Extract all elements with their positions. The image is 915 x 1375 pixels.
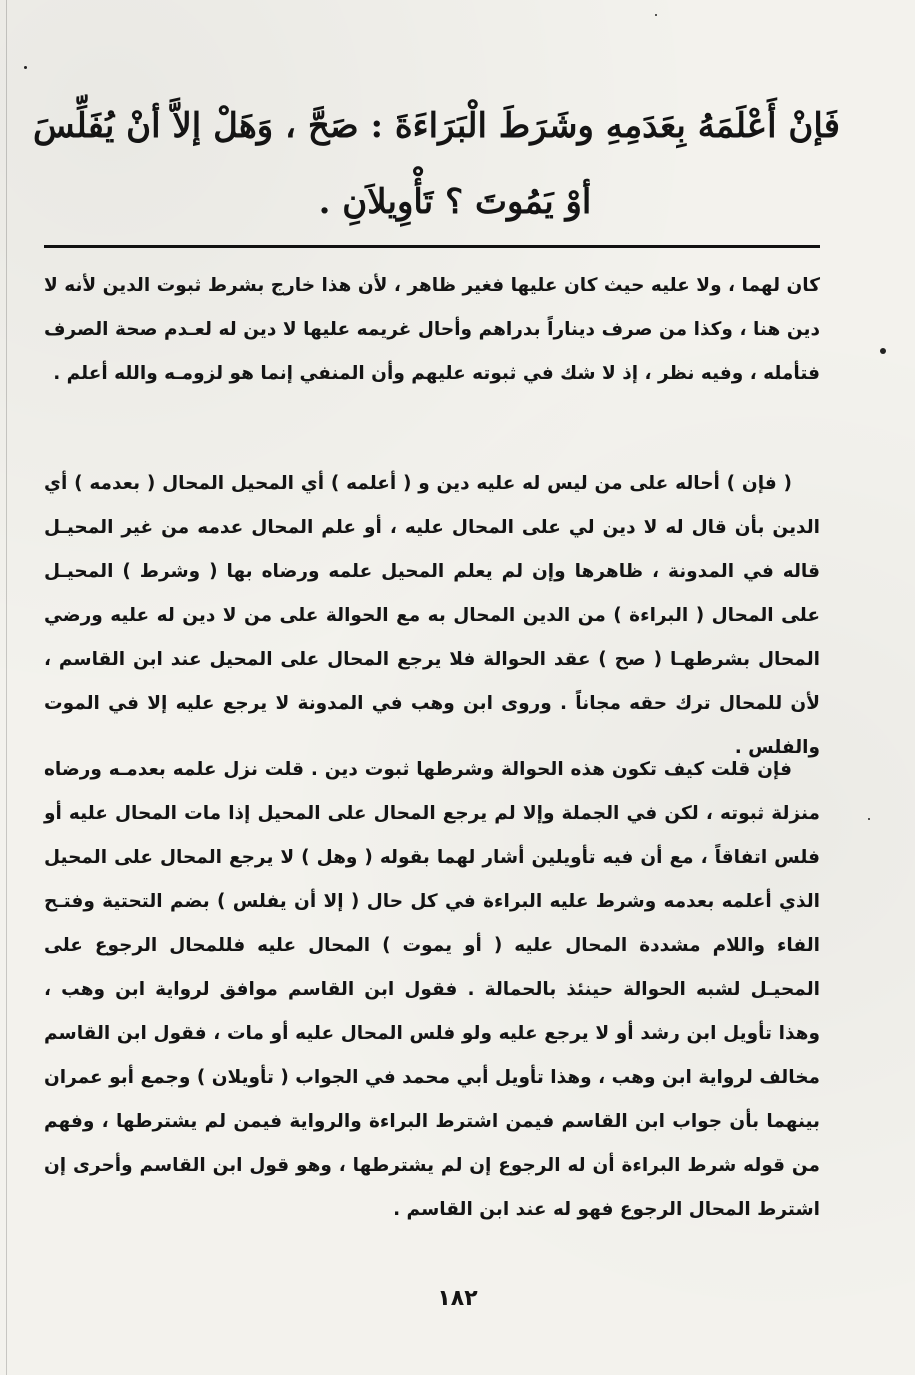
scan-speck xyxy=(868,818,870,820)
paragraph-text: ( فإن ) أحاله على من ليس له عليه دين و ( أعلمه ) أي المحيل المحال ( بعدمه ) أي الدين بأن قال له لا دين لي على المحال عليه ، أو علم المحال عدمه من غير المحيـل قاله في المدونة ، ظاهرها وإن لم يعلم المحيل علمه ورضاه بها ( وشرط ) المحيـل على المحال ( البراءة ) من الدين المحال به مع الحوالة على من لا دين له عليه ورضي المحال بشرطهـا ( صح ) عقد الحوالة فلا يرجع المحال على المحيل عند ابن القاسم ، لأن للمحال ترك حقه مجاناً . وروى ابن وهب في المدونة لا يرجع عليه إلا في الموت والفلس . xyxy=(44,473,820,758)
paragraph-3 xyxy=(44,748,820,1232)
paragraph-1 xyxy=(44,264,820,396)
scan-speck xyxy=(24,66,27,69)
scan-edge-line xyxy=(6,0,7,1375)
heading-line-2: أوْ يَمُوتَ ؟ تَأْوِيلاَنِ . xyxy=(318,182,592,222)
paragraph-text: كان لهما ، ولا عليه حيث كان عليها فغير ظاهر ، لأن هذا خارج بشرط ثبوت الدين لأنه لا دين هنا ، وكذا من صرف ديناراً بدراهم وأحال غريمه عليها لا دين له لعـدم صحة الصرف فتأمله ، وفيه نظر ، إذ لا شك في ثبوته عليهم وأن المنفي إنما هو لزومـه والله أعلم . xyxy=(44,275,820,384)
section-heading xyxy=(33,88,840,240)
scan-speck xyxy=(655,14,657,16)
paragraph-2 xyxy=(44,462,820,770)
heading-line-1: فَإنْ أَعْلَمَهُ بِعَدَمِهِ وشَرَطَ الْبَرَاءَةَ : صَحَّ ، وَهَلْ إلاَّ أنْ يُفَلِّسَ xyxy=(33,106,840,146)
scan-speck xyxy=(880,348,886,354)
page-number: ١٨٢ xyxy=(437,1286,478,1311)
paragraph-text: فإن قلت كيف تكون هذه الحوالة وشرطها ثبوت دين . قلت نزل علمه بعدمـه ورضاه منزلة ثبوته ، لكن في الجملة وإلا لم يرجع المحال على المحيل إذا مات المحال عليه أو فلس اتفاقاً ، مع أن فيه تأويلين أشار لهما بقوله ( وهل ) لا يرجع المحال على المحيل الذي أعلمه بعدمه وشرط عليه البراءة في كل حال ( إلا أن يفلس ) بضم التحتية وفتـح الفاء واللام مشددة المحال عليه ( أو يموت ) المحال عليه فللمحال الرجوع على المحيـل لشبه الحوالة حينئذ بالحمالة . فقول ابن القاسم موافق لرواية ابن وهب ، وهذا تأويل ابن رشد أو لا يرجع عليه ولو فلس المحال عليه أو مات ، فقول ابن القاسم مخالف لرواية ابن وهب ، وهذا تأويل أبي محمد في الجواب ( تأويلان ) وجمع أبو عمران بينهما بأن جواب ابن القاسم فيمن اشترط البراءة والرواية فيمن لم يشترطها ، وفهم من قوله شرط البراءة أن له الرجوع إن لم يشترطها ، وهو قول ابن القاسم وأحرى إن اشترط المحال الرجوع فهو له عند ابن القاسم . xyxy=(44,759,820,1220)
heading-divider xyxy=(44,245,820,248)
